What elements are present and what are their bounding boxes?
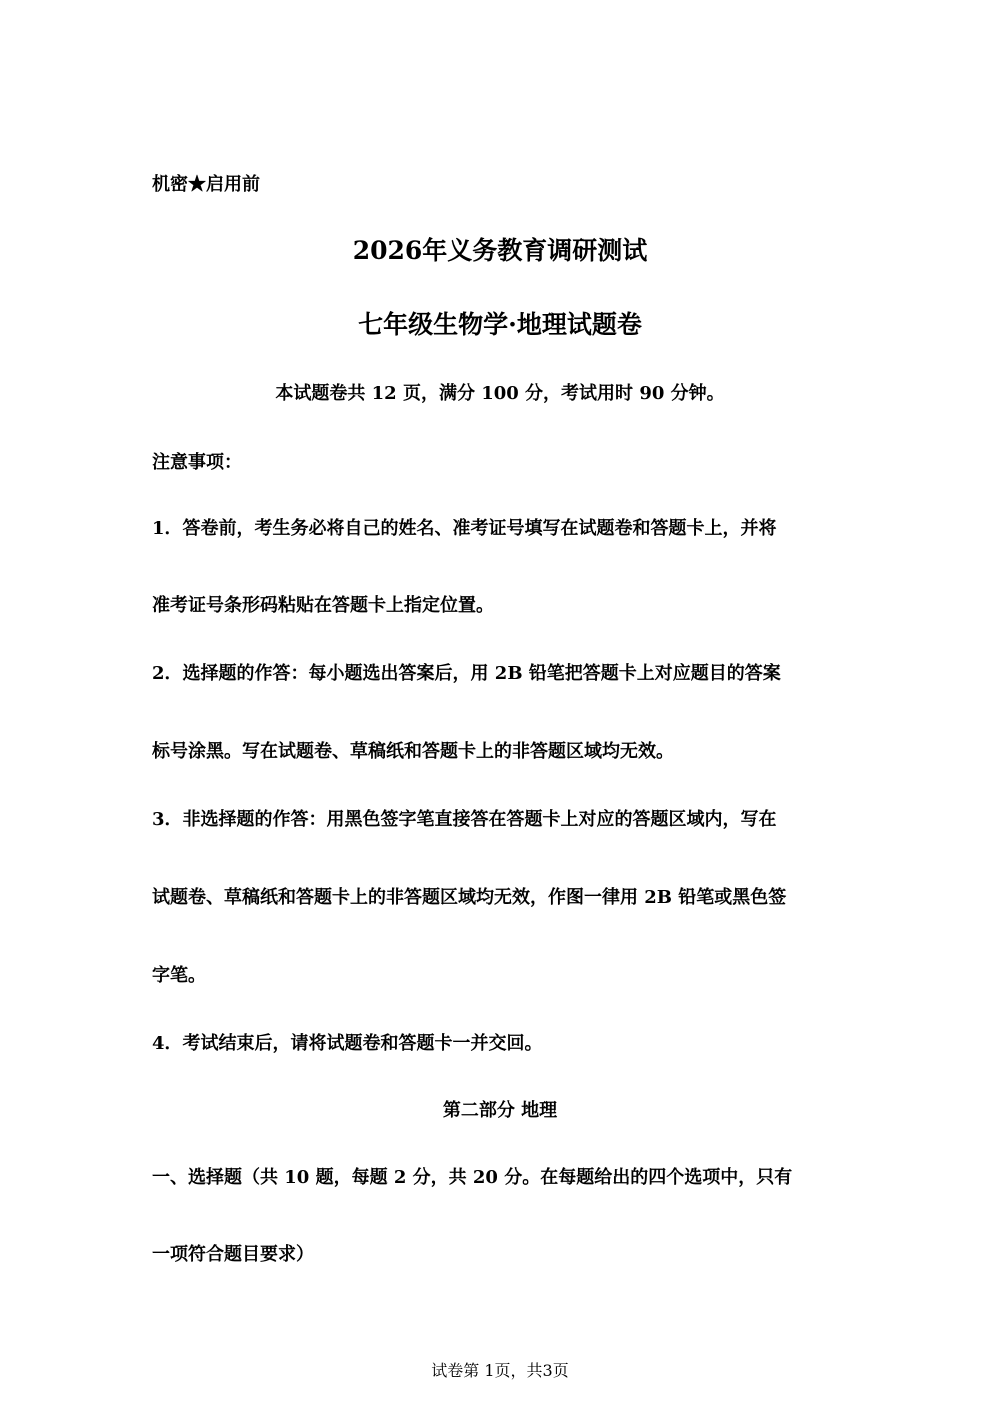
notice-item-2-line-1: 2．选择题的作答：每小题选出答案后，用 2B 铅笔把答题卡上对应题目的答案 <box>152 663 781 684</box>
section-1-line-1: 一、选择题（共 10 题，每题 2 分，共 20 分。在每题给出的四个选项中，只有 <box>152 1167 793 1188</box>
section-1-line-2: 一项符合题目要求） <box>152 1244 314 1265</box>
exam-subtitle: 七年级生物学·地理试题卷 <box>358 310 642 339</box>
exam-info: 本试题卷共 12 页，满分 100 分，考试用时 90 分钟。 <box>275 383 725 404</box>
confidential-label: 机密★启用前 <box>152 174 260 195</box>
notice-heading: 注意事项： <box>152 452 242 473</box>
notice-item-3-line-2: 试题卷、草稿纸和答题卡上的非答题区域均无效，作图一律用 2B 铅笔或黑色签 <box>152 887 787 908</box>
notice-item-1-line-1: 1．答卷前，考生务必将自己的姓名、准考证号填写在试题卷和答题卡上，并将 <box>152 518 777 539</box>
notice-item-4-line-1: 4．考试结束后，请将试题卷和答题卡一并交回。 <box>152 1033 543 1054</box>
notice-item-3-line-1: 3．非选择题的作答：用黑色签字笔直接答在答题卡上对应的答题区域内，写在 <box>152 809 777 830</box>
part-heading: 第二部分 地理 <box>442 1100 558 1121</box>
page-footer: 试卷第 1页，共3页 <box>431 1361 569 1380</box>
notice-item-2-line-2: 标号涂黑。写在试题卷、草稿纸和答题卡上的非答题区域均无效。 <box>152 741 674 762</box>
notice-item-3-line-3: 字笔。 <box>152 965 206 986</box>
notice-item-1-line-2: 准考证号条形码粘贴在答题卡上指定位置。 <box>152 595 494 616</box>
exam-title: 2026年义务教育调研测试 <box>352 236 648 265</box>
